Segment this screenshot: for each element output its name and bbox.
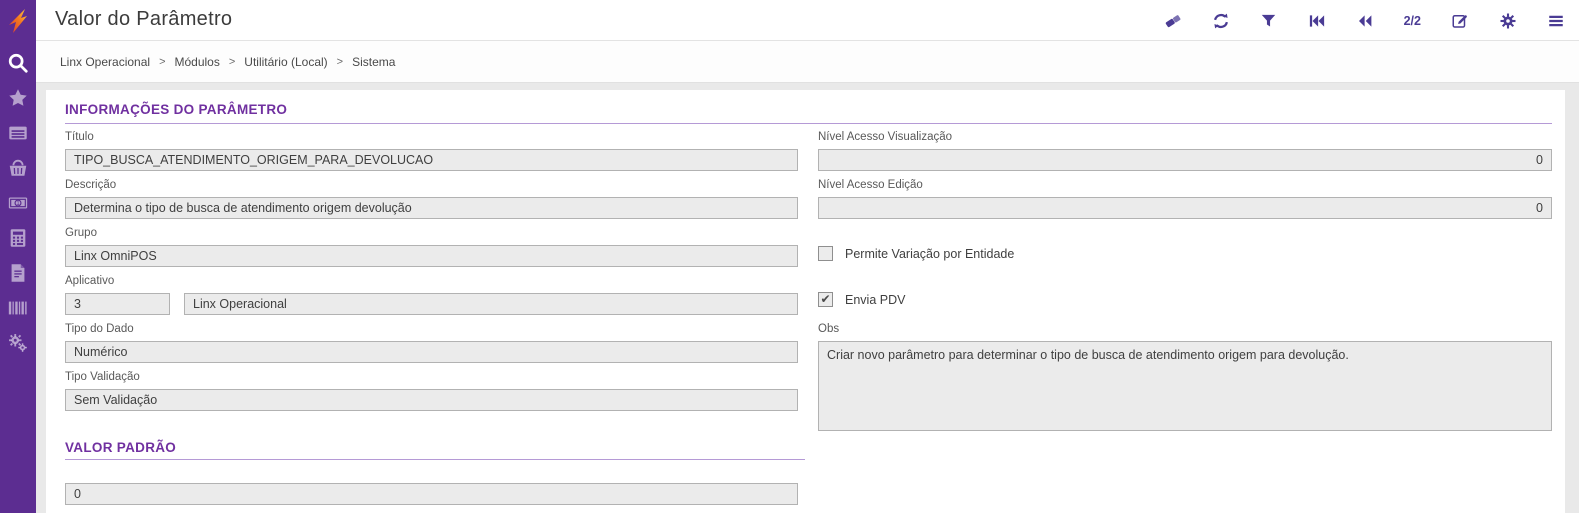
breadcrumb [36, 41, 1579, 83]
settings-gears-icon[interactable] [6, 331, 30, 355]
envia-pdv-label: Envia PDV [845, 292, 906, 307]
obs-textarea[interactable]: Criar novo parâmetro para determinar o tipo de busca de atendimento origem para devolução. [818, 341, 1552, 431]
documents-icon[interactable] [6, 261, 30, 285]
favorites-star-icon[interactable] [6, 86, 30, 110]
envia-pdv-checkbox-row[interactable] [818, 292, 905, 307]
tipo-validacao-label: Tipo Validação [65, 371, 140, 383]
breadcrumb-item-linx-operacional[interactable]: Linx Operacional [60, 54, 151, 69]
aplicativo-label: Aplicativo [65, 275, 115, 287]
envia-pdv-checkbox[interactable] [818, 292, 833, 307]
record-pager: 2/2 [1403, 13, 1421, 28]
barcode-icon[interactable] [6, 296, 30, 320]
descricao-input[interactable] [65, 197, 798, 219]
aplicativo-code-input[interactable] [65, 293, 170, 315]
edit-icon[interactable] [1451, 12, 1469, 30]
tipo-validacao-input[interactable] [65, 389, 798, 411]
go-previous-icon[interactable] [1356, 12, 1374, 30]
cash-icon[interactable] [6, 191, 30, 215]
breadcrumb-separator: > [336, 55, 344, 68]
search-icon[interactable] [6, 51, 30, 75]
section-rule [65, 123, 1552, 124]
go-first-icon[interactable] [1308, 12, 1326, 30]
permite-variacao-checkbox[interactable] [818, 246, 833, 261]
page-title: Valor do Parâmetro [55, 8, 233, 30]
toolbar [1164, 0, 1579, 41]
header [36, 0, 1579, 41]
valor-padrao-input[interactable] [65, 483, 798, 505]
titulo-label: Título [65, 131, 94, 143]
section-rule [65, 459, 805, 460]
nivel-edicao-label: Nível Acesso Edição [818, 179, 923, 191]
menu-hamburger-icon[interactable] [1547, 12, 1565, 30]
permite-variacao-label: Permite Variação por Entidade [845, 246, 1015, 261]
records-list-icon[interactable] [6, 121, 30, 145]
sidebar [0, 0, 36, 513]
refresh-icon[interactable] [1212, 12, 1230, 30]
nivel-visualizacao-input[interactable] [818, 149, 1552, 171]
section-heading-informacoes: INFORMAÇÕES DO PARÂMETRO [65, 102, 288, 117]
tipo-dado-label: Tipo do Dado [65, 323, 134, 335]
basket-icon[interactable] [6, 156, 30, 180]
grupo-label: Grupo [65, 227, 97, 239]
main-area [36, 83, 1579, 513]
titulo-input[interactable] [65, 149, 798, 171]
calculator-icon[interactable] [6, 226, 30, 250]
obs-label: Obs [818, 323, 840, 335]
eraser-icon[interactable] [1164, 12, 1182, 30]
section-heading-valor-padrao: VALOR PADRÃO [65, 440, 177, 455]
svg-text:1: 1 [16, 201, 20, 208]
breadcrumb-item-utilitario-local[interactable]: Utilitário (Local) [244, 54, 328, 69]
descricao-label: Descrição [65, 179, 117, 191]
breadcrumb-separator: > [228, 55, 236, 68]
breadcrumb-item-modulos[interactable]: Módulos [174, 54, 220, 69]
filter-icon[interactable] [1260, 12, 1278, 30]
permite-variacao-checkbox-row[interactable] [818, 246, 1014, 261]
linx-logo-icon[interactable] [0, 0, 36, 41]
tipo-dado-input[interactable] [65, 341, 798, 363]
breadcrumb-item-sistema[interactable]: Sistema [352, 54, 396, 69]
nivel-edicao-input[interactable] [818, 197, 1552, 219]
aplicativo-name-input[interactable] [184, 293, 798, 315]
settings-gear-icon[interactable] [1499, 12, 1517, 30]
breadcrumb-separator: > [159, 55, 166, 68]
nivel-visualizacao-label: Nível Acesso Visualização [818, 131, 953, 143]
grupo-input[interactable] [65, 245, 798, 267]
parameter-form-card [46, 90, 1565, 513]
